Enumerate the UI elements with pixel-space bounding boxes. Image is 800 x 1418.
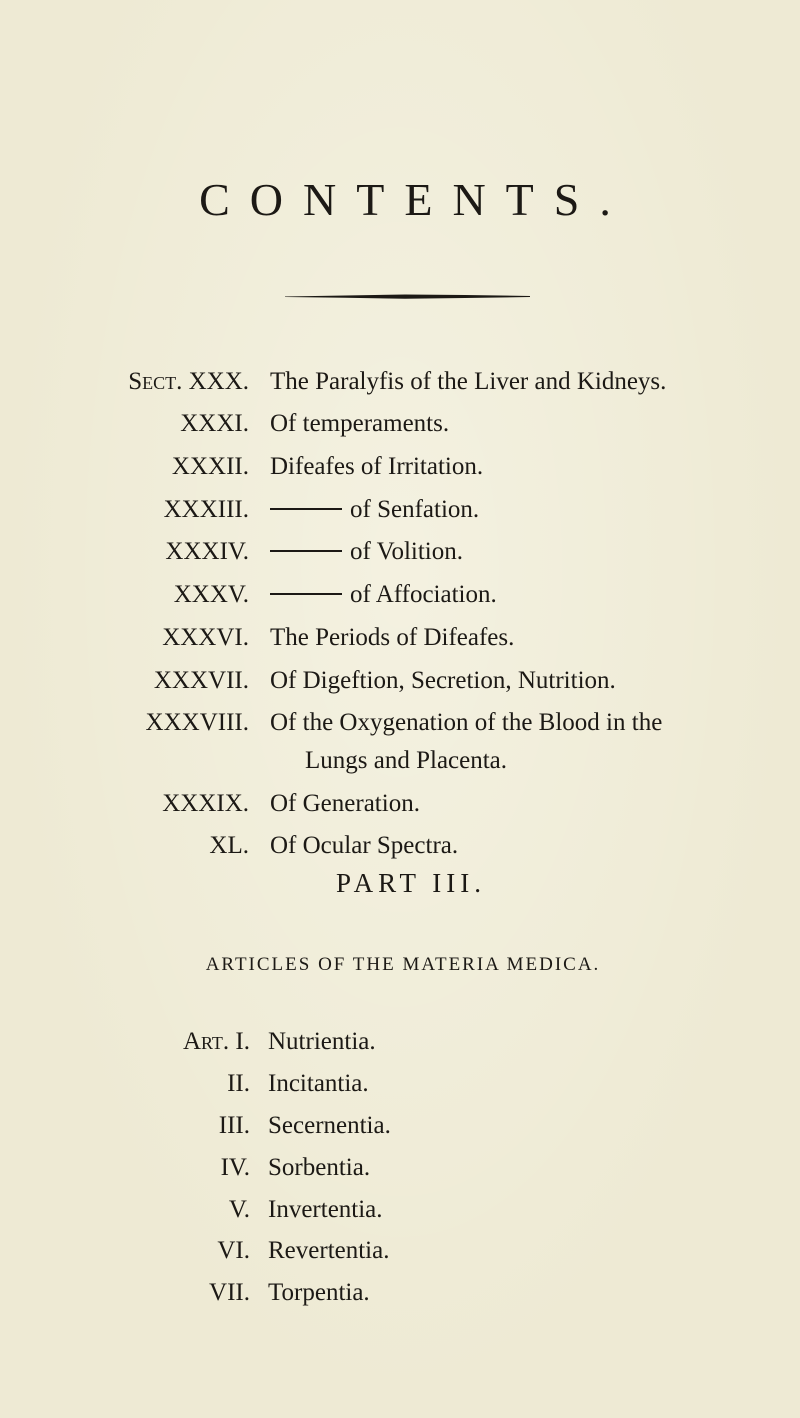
section-label: XXXVI.: [162, 624, 249, 651]
article-title: Invertentia.: [268, 1196, 383, 1223]
article-label: Art. I.: [182, 1028, 250, 1055]
ornamental-rule: [285, 294, 530, 299]
ditto-dash: [270, 508, 342, 510]
article-title: Torpentia.: [268, 1279, 370, 1306]
section-title: Of Generation.: [270, 790, 420, 817]
section-title: Of temperaments.: [270, 410, 450, 437]
section-entry: [270, 538, 463, 566]
section-entry: [270, 496, 479, 524]
section-label: XXXIII.: [163, 496, 249, 523]
section-label: XL.: [209, 832, 249, 859]
section-label: XXXIV.: [165, 538, 249, 565]
section-title-continuation: Lungs and Placenta.: [305, 747, 508, 774]
article-title: Revertentia.: [268, 1237, 390, 1264]
section-label: Sect. XXX.: [128, 368, 249, 395]
ditto-dash: [270, 593, 342, 595]
article-label: VII.: [209, 1279, 250, 1306]
section-title: The Paralyfis of the Liver and Kidneys.: [270, 368, 667, 395]
section-label: XXXVIII.: [145, 709, 249, 736]
article-label: V.: [228, 1196, 250, 1223]
section-label: XXXVII.: [153, 667, 249, 694]
part-heading: PART III.: [336, 868, 486, 898]
section-label: XXXIX.: [162, 790, 249, 817]
article-label: IV.: [220, 1154, 250, 1181]
article-title: Incitantia.: [268, 1070, 369, 1097]
section-title: Difeafes of Irritation.: [270, 453, 484, 480]
section-label: XXXII.: [171, 453, 249, 480]
section-title: Of Digeftion, Secretion, Nutrition.: [270, 667, 616, 694]
article-label: III.: [218, 1112, 250, 1139]
article-title: Secernentia.: [268, 1112, 391, 1139]
page-title: CONTENTS.: [199, 174, 631, 225]
section-entry: [270, 581, 497, 609]
section-label: XXXI.: [180, 410, 249, 437]
article-label: II.: [227, 1070, 250, 1097]
articles-heading: ARTICLES OF THE MATERIA MEDICA.: [205, 954, 601, 975]
article-label: VI.: [217, 1237, 250, 1264]
article-title: Nutrientia.: [268, 1028, 376, 1055]
section-title: The Periods of Difeafes.: [270, 624, 515, 651]
section-title: Of the Oxygenation of the Blood in the: [270, 709, 663, 736]
section-label: XXXV.: [173, 581, 249, 608]
section-title: of Volition.: [350, 538, 463, 565]
article-title: Sorbentia.: [268, 1154, 371, 1181]
section-title: of Affociation.: [350, 581, 497, 608]
ditto-dash: [270, 550, 342, 552]
section-title: Of Ocular Spectra.: [270, 832, 459, 859]
section-title: of Senfation.: [350, 496, 480, 523]
